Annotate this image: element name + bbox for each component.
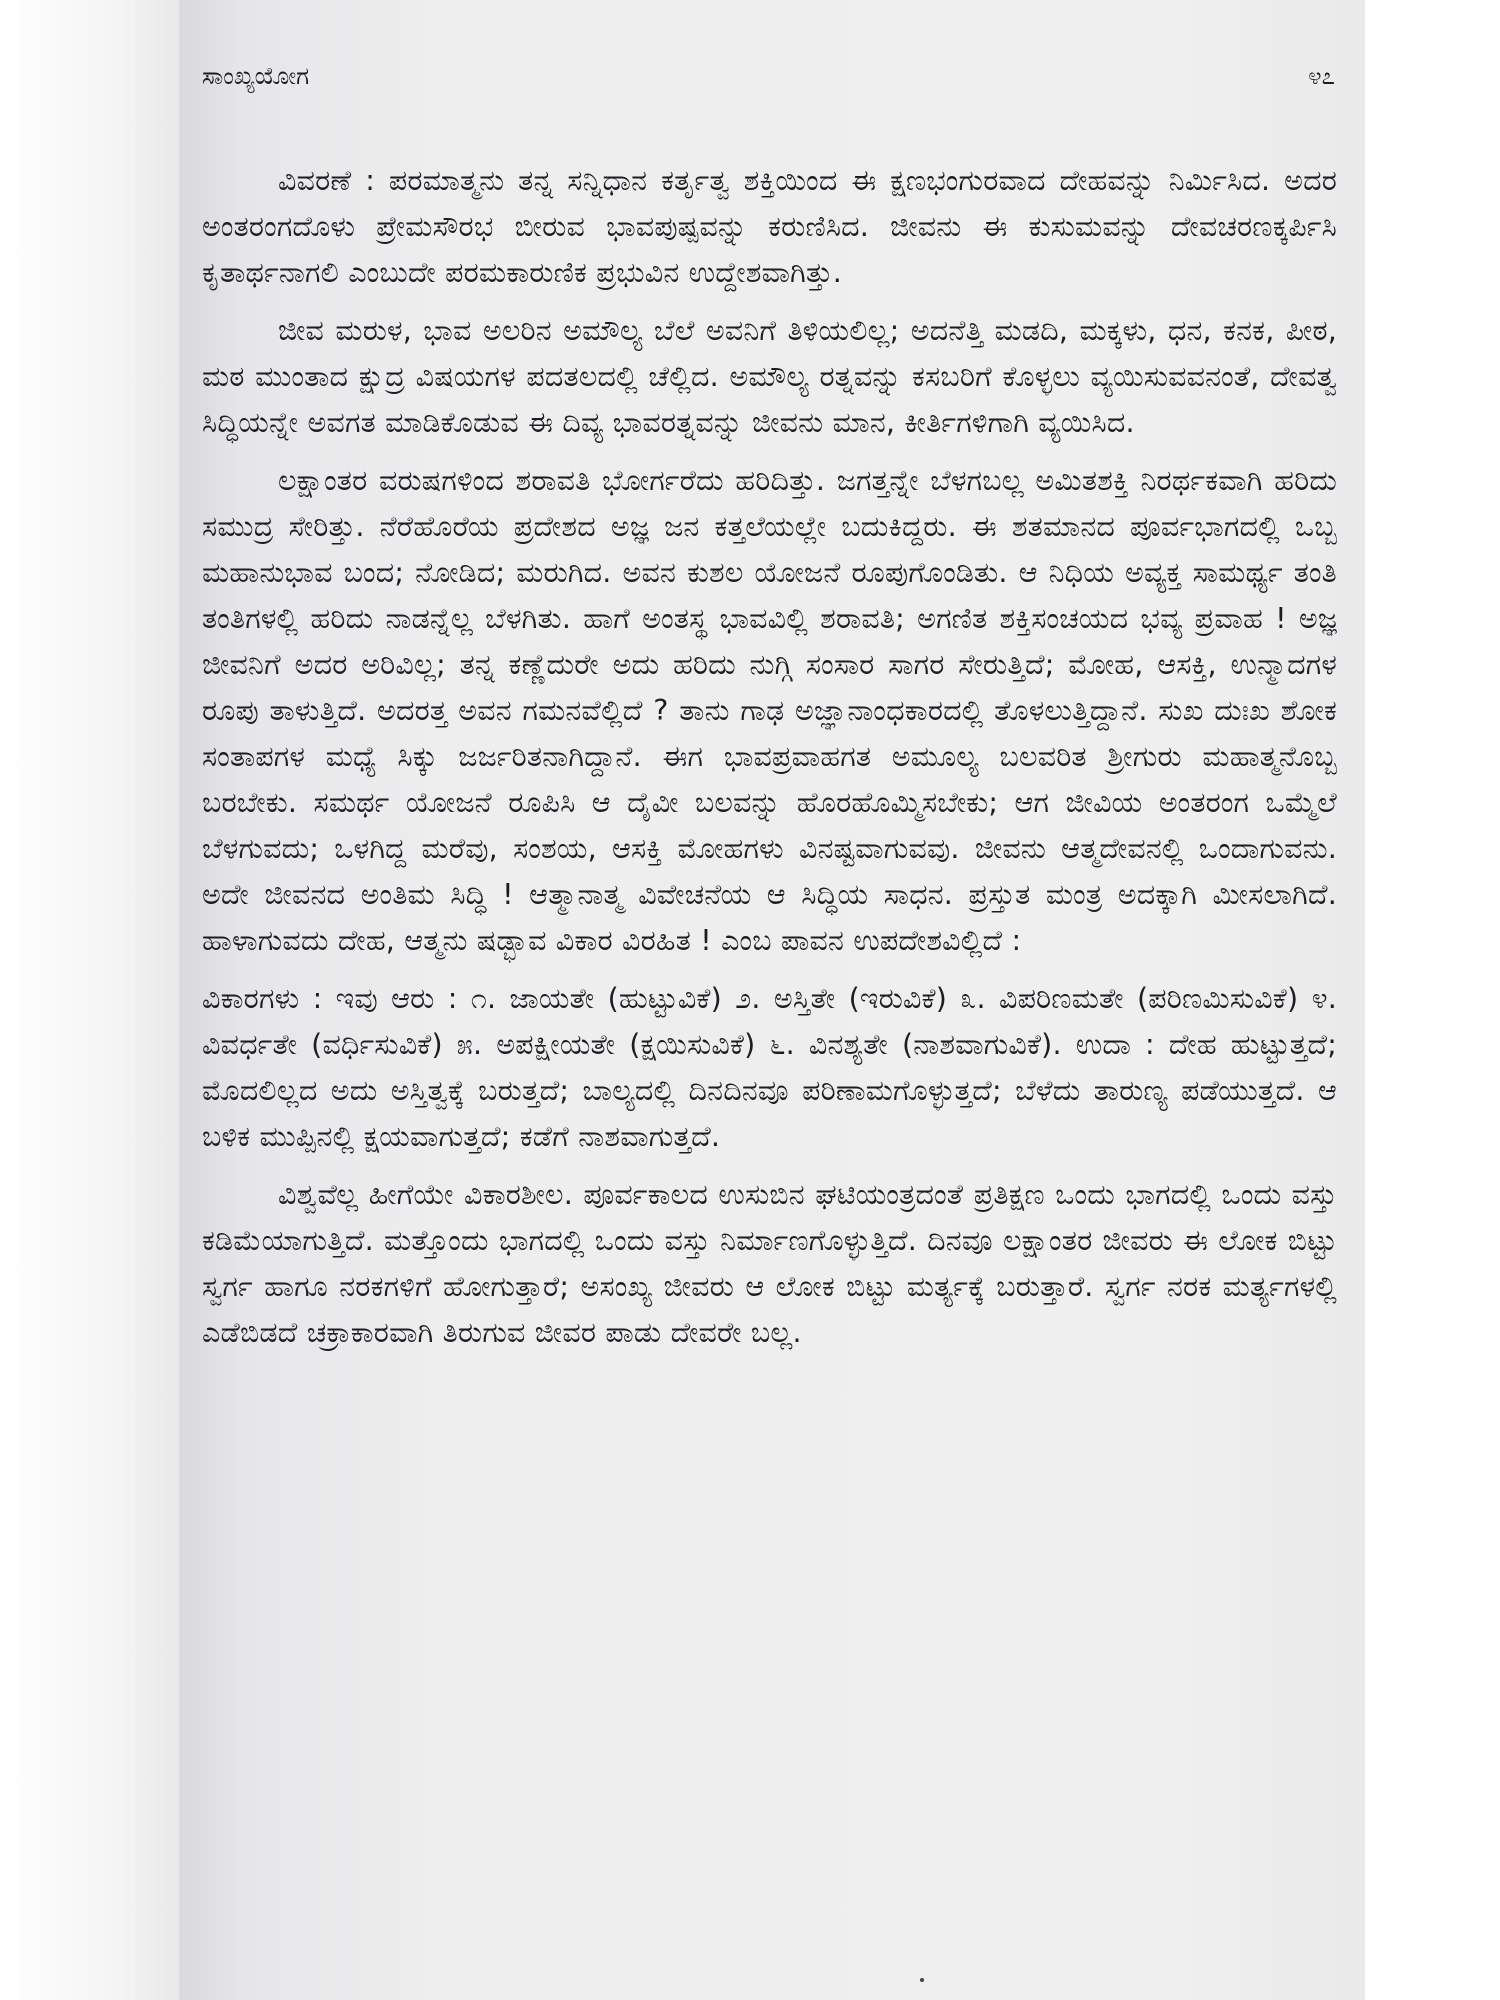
chapter-title: ಸಾಂಖ್ಯಯೋಗ [202, 62, 310, 90]
print-speck [920, 1978, 924, 1982]
page-number: ೪೭ [1308, 62, 1335, 90]
page-sheet [180, 0, 1365, 2000]
running-header [202, 56, 1335, 96]
paragraph-vikaragalu: ವಿಕಾರಗಳು : ಇವು ಆರು : ೧. ಜಾಯತೇ (ಹುಟ್ಟುವಿಕೆ) ೨. ಅಸ್ತಿತೇ (ಇರುವಿಕೆ) ೩. ವಿಪರಿಣಮತೇ (ಪರಿಣಮಿಸುವಿಕೆ) ೪. ವಿವರ್ಧತೇ (ವರ್ಧಿಸುವಿಕೆ) ೫. ಅಪಕ್ಷೀಯತೇ (ಕ್ಷಯಿಸುವಿಕೆ) ೬. ವಿನಶ್ಯತೇ (ನಾಶವಾಗುವಿಕೆ). ಉದಾ : ದೇಹ ಹುಟ್ಟುತ್ತದೆ; ಮೊದಲಿಲ್ಲದ ಅದು ಅಸ್ತಿತ್ವಕ್ಕೆ ಬರುತ್ತದೆ; ಬಾಲ್ಯದಲ್ಲಿ ದಿನದಿನವೂ ಪರಿಣಾಮಗೊಳ್ಳುತ್ತದೆ; ಬೆಳೆದು ತಾರುಣ್ಯ ಪಡೆಯುತ್ತದೆ. ಆ ಬಳಿಕ ಮುಪ್ಪಿನಲ್ಲಿ ಕ್ಷಯವಾಗುತ್ತದೆ; ಕಡೆಗೆ ನಾಶವಾಗುತ್ತದೆ. [202, 982, 1337, 1153]
body-text [202, 158, 1337, 1368]
paragraph-vivarane: ವಿವರಣೆ : ಪರಮಾತ್ಮನು ತನ್ನ ಸನ್ನಿಧಾನ ಕರ್ತೃತ್ವ ಶಕ್ತಿಯಿಂದ ಈ ಕ್ಷಣಭಂಗುರವಾದ ದೇಹವನ್ನು ನಿರ್ಮಿಸಿದ. ಅದರ ಅಂತರಂಗದೊಳು ಪ್ರೇಮಸೌರಭ ಬೀರುವ ಭಾವಪುಷ್ಪವನ್ನು ಕರುಣಿಸಿದ. ಜೀವನು ಈ ಕುಸುಮವನ್ನು ದೇವಚರಣಕ್ಕರ್ಪಿಸಿ ಕೃತಾರ್ಥನಾಗಲಿ ಎಂಬುದೇ ಪರಮಕಾರುಣಿಕ ಪ್ರಭುವಿನ ಉದ್ದೇಶವಾಗಿತ್ತು. [202, 164, 1337, 289]
paragraph-sharavati: ಲಕ್ಷಾಂತರ ವರುಷಗಳಿಂದ ಶರಾವತಿ ಭೋರ್ಗರೆದು ಹರಿದಿತ್ತು. ಜಗತ್ತನ್ನೇ ಬೆಳಗಬಲ್ಲ ಅಮಿತಶಕ್ತಿ ನಿರರ್ಥಕವಾಗಿ ಹರಿದು ಸಮುದ್ರ ಸೇರಿತ್ತು. ನೆರೆಹೊರೆಯ ಪ್ರದೇಶದ ಅಜ್ಞ ಜನ ಕತ್ತಲೆಯಲ್ಲೇ ಬದುಕಿದ್ದರು. ಈ ಶತಮಾನದ ಪೂರ್ವಭಾಗದಲ್ಲಿ ಒಬ್ಬ ಮಹಾನುಭಾವ ಬಂದ; ನೋಡಿದ; ಮರುಗಿದ. ಅವನ ಕುಶಲ ಯೋಜನೆ ರೂಪುಗೊಂಡಿತು. ಆ ನಿಧಿಯ ಅವ್ಯಕ್ತ ಸಾಮರ್ಥ್ಯ ತಂತಿ ತಂತಿಗಳಲ್ಲಿ ಹರಿದು ನಾಡನ್ನೆಲ್ಲ ಬೆಳಗಿತು. ಹಾಗೆ ಅಂತಸ್ಥ ಭಾವವಿಲ್ಲಿ ಶರಾವತಿ; ಅಗಣಿತ ಶಕ್ತಿಸಂಚಯದ ಭವ್ಯ ಪ್ರವಾಹ ! ಅಜ್ಞ ಜೀವನಿಗೆ ಅದರ ಅರಿವಿಲ್ಲ; ತನ್ನ ಕಣ್ಣೆದುರೇ ಅದು ಹರಿದು ನುಗ್ಗಿ ಸಂಸಾರ ಸಾಗರ ಸೇರುತ್ತಿದೆ; ಮೋಹ, ಆಸಕ್ತಿ, ಉನ್ಮಾದಗಳ ರೂಪು ತಾಳುತ್ತಿದೆ. ಅದರತ್ತ ಅವನ ಗಮನವೆಲ್ಲಿದೆ ? ತಾನು ಗಾಢ ಅಜ್ಞಾನಾಂಧಕಾರದಲ್ಲಿ ತೊಳಲುತ್ತಿದ್ದಾನೆ. ಸುಖ ದುಃಖ ಶೋಕ ಸಂತಾಪಗಳ ಮಧ್ಯೆ ಸಿಕ್ಕು ಜರ್ಜರಿತನಾಗಿದ್ದಾನೆ. ಈಗ ಭಾವಪ್ರವಾಹಗತ ಅಮೂಲ್ಯ ಬಲವರಿತ ಶ್ರೀಗುರು ಮಹಾತ್ಮನೊಬ್ಬ ಬರಬೇಕು. ಸಮರ್ಥ ಯೋಜನೆ ರೂಪಿಸಿ ಆ ದೈವೀ ಬಲವನ್ನು ಹೊರಹೊಮ್ಮಿಸಬೇಕು; ಆಗ ಜೀವಿಯ ಅಂತರಂಗ ಒಮ್ಮೆಲೆ ಬೆಳಗುವದು; ಒಳಗಿದ್ದ ಮರೆವು, ಸಂಶಯ, ಆಸಕ್ತಿ ಮೋಹಗಳು ವಿನಷ್ಟವಾಗುವವು. ಜೀವನು ಆತ್ಮದೇವನಲ್ಲಿ ಒಂದಾಗುವನು. ಅದೇ ಜೀವನದ ಅಂತಿಮ ಸಿದ್ಧಿ ! ಆತ್ಮಾನಾತ್ಮ ವಿವೇಚನೆಯ ಆ ಸಿದ್ಧಿಯ ಸಾಧನ. ಪ್ರಸ್ತುತ ಮಂತ್ರ ಅದಕ್ಕಾಗಿ ಮೀಸಲಾಗಿದೆ. ಹಾಳಾಗುವದು ದೇಹ, ಆತ್ಮನು ಷಡ್ಭಾವ ವಿಕಾರ ವಿರಹಿತ ! ಎಂಬ ಪಾವನ ಉಪದೇಶವಿಲ್ಲಿದೆ : [202, 464, 1338, 957]
book-gutter [0, 0, 180, 2000]
paragraph-vishwavella: ವಿಶ್ವವೆಲ್ಲ ಹೀಗೆಯೇ ವಿಕಾರಶೀಲ. ಪೂರ್ವಕಾಲದ ಉಸುಬಿನ ಘಟಿಯಂತ್ರದಂತೆ ಪ್ರತಿಕ್ಷಣ ಒಂದು ಭಾಗದಲ್ಲಿ ಒಂದು ವಸ್ತು ಕಡಿಮೆಯಾಗುತ್ತಿದೆ. ಮತ್ತೊಂದು ಭಾಗದಲ್ಲಿ ಒಂದು ವಸ್ತು ನಿರ್ಮಾಣಗೊಳ್ಳುತ್ತಿದೆ. ದಿನವೂ ಲಕ್ಷಾಂತರ ಜೀವರು ಈ ಲೋಕ ಬಿಟ್ಟು ಸ್ವರ್ಗ ಹಾಗೂ ನರಕಗಳಿಗೆ ಹೋಗುತ್ತಾರೆ; ಅಸಂಖ್ಯ ಜೀವರು ಆ ಲೋಕ ಬಿಟ್ಟು ಮರ್ತ್ಯಕ್ಕೆ ಬರುತ್ತಾರೆ. ಸ್ವರ್ಗ ನರಕ ಮರ್ತ್ಯಗಳಲ್ಲಿ ಎಡೆಬಿಡದೆ ಚಕ್ರಾಕಾರವಾಗಿ ತಿರುಗುವ ಜೀವರ ಪಾಡು ದೇವರೇ ಬಲ್ಲ. [202, 1178, 1337, 1349]
scan-margin [1365, 0, 1500, 2000]
paragraph-jeeva-marula: ಜೀವ ಮರುಳ, ಭಾವ ಅಲರಿನ ಅಮೌಲ್ಯ ಬೆಲೆ ಅವನಿಗೆ ತಿಳಿಯಲಿಲ್ಲ; ಅದನೆತ್ತಿ ಮಡದಿ, ಮಕ್ಕಳು, ಧನ, ಕನಕ, ಪೀಠ, ಮಠ ಮುಂತಾದ ಕ್ಷುದ್ರ ವಿಷಯಗಳ ಪದತಲದಲ್ಲಿ ಚೆಲ್ಲಿದ. ಅಮೌಲ್ಯ ರತ್ನವನ್ನು ಕಸಬರಿಗೆ ಕೊಳ್ಳಲು ವ್ಯಯಿಸುವವನಂತೆ, ದೇವತ್ವ ಸಿದ್ಧಿಯನ್ನೇ ಅವಗತ ಮಾಡಿಕೊಡುವ ಈ ದಿವ್ಯ ಭಾವರತ್ನವನ್ನು ಜೀವನು ಮಾನ, ಕೀರ್ತಿಗಳಿಗಾಗಿ ವ್ಯಯಿಸಿದ. [202, 314, 1337, 439]
